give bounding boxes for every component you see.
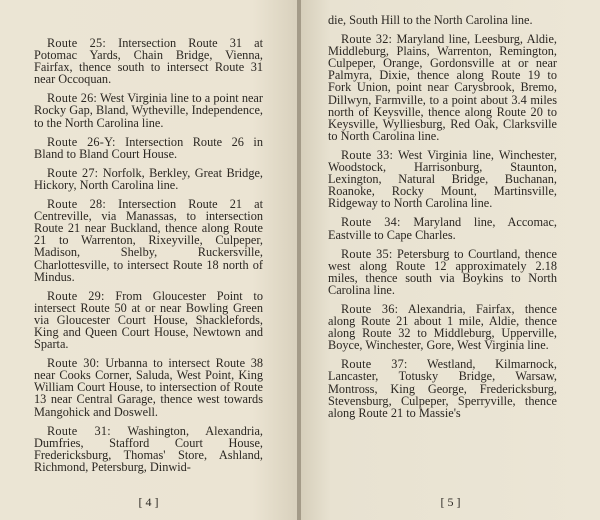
route-entry bbox=[34, 37, 263, 85]
route-description: Alexandria, Fairfax, thence along Route 21 about 1 mile, Aldie, thence along Route 32 to Middleburg, Upperville, Boyce, Winchester, Gore, West Virginia line. bbox=[328, 301, 557, 353]
route-description: Urbanna to intersect Route 38 near Cooks Corner, Saluda, West Point, King William Court House, to intersection of Route 13 near Central Garage, thence west towards Mangohick and Doswell. bbox=[34, 356, 263, 419]
route-entry bbox=[328, 358, 557, 418]
route-description: Petersburg to Courtland, thence west along Route 12 approximately 2.18 miles, thence south via Boykins to North Carolina line. bbox=[328, 246, 557, 297]
route-entry bbox=[34, 290, 263, 350]
route-name: Route 28: bbox=[47, 197, 106, 212]
page-number: [ 4 ] bbox=[138, 495, 159, 509]
route-description: Westland, Kilmarnock, Lancaster, Totusky Bridge, Warsaw, Montross, King George, Fredericksburg, Stevensburg, Culpeper, Sperryville, thence along Route 21 to Massie's bbox=[328, 357, 557, 420]
route-entry bbox=[328, 149, 557, 209]
route-description: Intersection Route 26 in Bland to Bland Court House. bbox=[34, 134, 263, 161]
route-description: Washington, Alexandria, Dumfries, Stafford Court House, Fredericksburg, Thomas' Store, Ashland, Richmond, Petersburg, Dinwid- bbox=[34, 423, 263, 474]
route-description: Maryland line, Accomac, Eastville to Cape Charles. bbox=[328, 215, 557, 242]
route-entry bbox=[34, 425, 263, 473]
route-name: Route 32: bbox=[341, 32, 393, 47]
route-name: Route 36: bbox=[341, 301, 399, 316]
route-description: West Virginia line to a point near Rocky Gap, Bland, Wytheville, Independence, to the North Carolina line. bbox=[34, 91, 263, 130]
right-page bbox=[301, 0, 600, 520]
route-entry bbox=[328, 216, 557, 240]
route-name: Route 33: bbox=[341, 147, 394, 162]
route-entry bbox=[34, 136, 263, 160]
route-name: Route 27: bbox=[47, 165, 99, 180]
right-page-text bbox=[328, 14, 557, 426]
page-number: [ 5 ] bbox=[440, 495, 461, 509]
route-name: Route 26: bbox=[47, 91, 98, 106]
route-name: Route 29: bbox=[47, 288, 105, 303]
left-page bbox=[0, 0, 297, 520]
route-name: Route 35: bbox=[341, 246, 393, 261]
route-description: Maryland line, Leesburg, Aldie, Middleburg, Plains, Warrenton, Remington, Culpeper, Orange, Gordonsville at or near Palmyra, Dixie, thence along Route 19 to Fork Union, point near Carysbrook, Bremo, Dillwyn, Farmville, to a point about 3.4 miles north of Keysville, thence along Route 20 to Keysville, Wylliesburg, Red Oak, Clarksville to North Carolina line. bbox=[328, 32, 557, 143]
route-name: Route 31: bbox=[47, 423, 111, 438]
route-name: Route 37: bbox=[341, 357, 408, 372]
route-name: Route 34: bbox=[341, 215, 401, 230]
left-page-text bbox=[34, 37, 263, 480]
route-entry bbox=[34, 198, 263, 283]
route-name: Route 26-Y: bbox=[47, 134, 116, 149]
continued-text: die, South Hill to the North Carolina line. bbox=[328, 13, 533, 27]
route-entry bbox=[34, 167, 263, 191]
route-entry bbox=[34, 357, 263, 417]
route-entry bbox=[328, 248, 557, 296]
route-entry bbox=[328, 303, 557, 351]
route-description: Intersection Route 31 at Potomac Yards, Chain Bridge, Vienna, Fairfax, thence south to intersect Route 31 near Occoquan. bbox=[34, 36, 264, 87]
route-description: West Virginia line, Winchester, Woodstock, Harrisonburg, Staunton, Lexington, Natural Bridge, Buchanan, Roanoke, Rocky Mount, Martinsville, Ridgeway to North Carolina line. bbox=[328, 147, 557, 211]
route-description: Norfolk, Berkley, Great Bridge, Hickory, North Carolina line. bbox=[34, 165, 264, 192]
route-entry bbox=[328, 33, 557, 142]
route-entry bbox=[34, 92, 263, 128]
route-description: From Gloucester Point to intersect Route 50 at or near Bowling Green via Gloucester Court House, Shacklefords, King and Queen Court House, Newtown and Sparta. bbox=[34, 288, 263, 352]
route-name: Route 30: bbox=[47, 356, 100, 371]
route-name: Route 25: bbox=[47, 36, 106, 50]
route-description: Intersection Route 21 at Centreville, via Manassas, to intersection Route 21 near Buckland, thence along Route 21 to Warrenton, Rixeyville, Culpeper, Madison, Shelby, Ruckersville, Charlottesville, to intersect Route 18 north of Mindus. bbox=[34, 197, 264, 284]
